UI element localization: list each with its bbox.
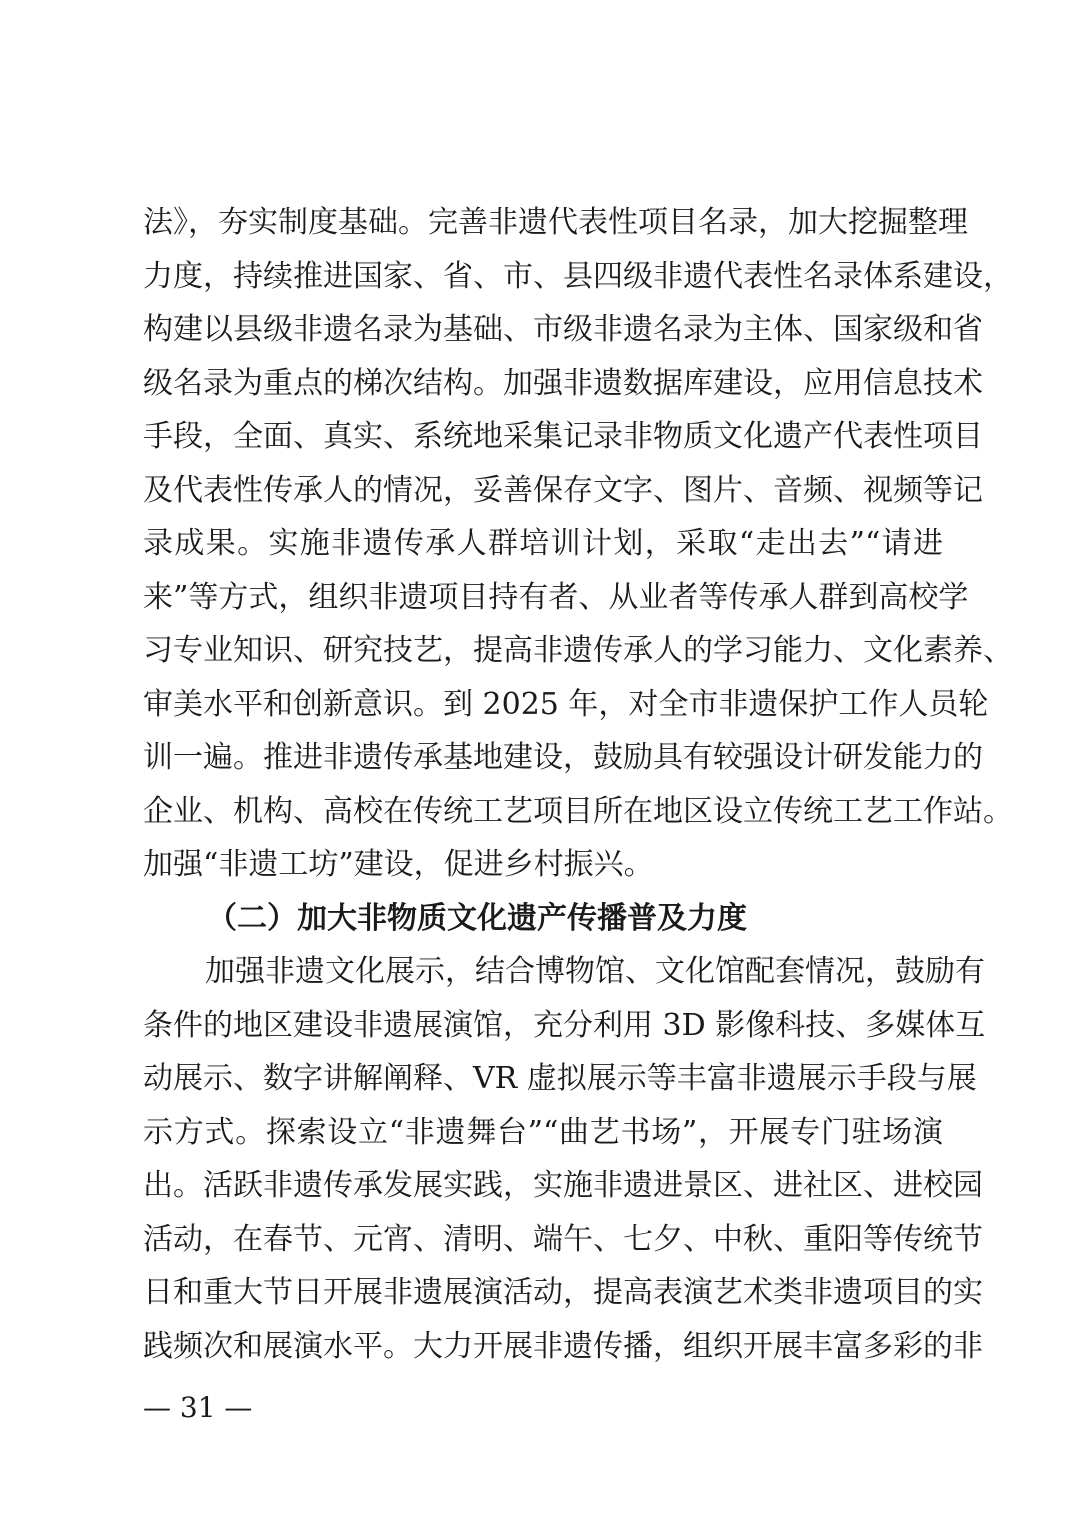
paragraph-line: 力度，持续推进国家、省、市、县四级非遗代表性名录体系建设， xyxy=(143,258,1013,294)
paragraph-line: 习专业知识、研究技艺，提高非遗传承人的学习能力、文化素养、 xyxy=(143,633,1013,668)
section-heading: （二）加大非物质文化遗产传播普及力度 xyxy=(207,900,747,936)
paragraph-line: 践频次和展演水平。大力开展非遗传播，组织开展丰富多彩的非 xyxy=(143,1328,983,1364)
paragraph-line: 出。活跃非遗传承发展实践，实施非遗进景区、进社区、进校园 xyxy=(143,1168,983,1203)
paragraph-line: 日和重大节日开展非遗展演活动，提高表演艺术类非遗项目的实 xyxy=(143,1275,983,1310)
paragraph-line: 构建以县级非遗名录为基础、市级非遗名录为主体、国家级和省 xyxy=(143,312,983,347)
paragraph-line: 加强非遗文化展示，结合博物馆、文化馆配套情况，鼓励有 xyxy=(205,954,985,989)
paragraph-line: 训一遍。推进非遗传承基地建设，鼓励具有较强设计研发能力的 xyxy=(143,740,983,775)
paragraph-line: 及代表性传承人的情况，妥善保存文字、图片、音频、视频等记 xyxy=(143,472,983,508)
paragraph-line: 条件的地区建设非遗展演馆，充分利用 3D 影像科技、多媒体互 xyxy=(143,1007,986,1043)
paragraph-line: 加强“非遗工坊”建设，促进乡村振兴。 xyxy=(143,847,654,882)
paragraph-line: 示方式。探索设立“非遗舞台”“曲艺书场”，开展专门驻场演 xyxy=(143,1114,943,1150)
paragraph-line: 级名录为重点的梯次结构。加强非遗数据库建设，应用信息技术 xyxy=(143,365,983,401)
body-text xyxy=(143,196,1013,1373)
paragraph-line: 审美水平和创新意识。到 2025 年，对全市非遗保护工作人员轮 xyxy=(143,686,989,722)
paragraph-line: 来”等方式，组织非遗项目持有者、从业者等传承人群到高校学 xyxy=(143,579,969,615)
paragraph-line: 动展示、数字讲解阐释、VR 虚拟展示等丰富非遗展示手段与展 xyxy=(143,1061,977,1096)
page-number: — 31 — xyxy=(143,1391,253,1424)
paragraph-line: 法》，夯实制度基础。完善非遗代表性项目名录，加大挖掘整理 xyxy=(143,205,968,240)
paragraph-line: 录成果。实施非遗传承人群培训计划，采取“走出去”“请进 xyxy=(143,526,943,561)
paragraph-line: 企业、机构、高校在传统工艺项目所在地区设立传统工艺工作站。 xyxy=(143,793,1013,829)
paragraph-line: 活动，在春节、元宵、清明、端午、七夕、中秋、重阳等传统节 xyxy=(143,1221,983,1257)
paragraph-line: 手段，全面、真实、系统地采集记录非物质文化遗产代表性项目 xyxy=(143,419,983,454)
